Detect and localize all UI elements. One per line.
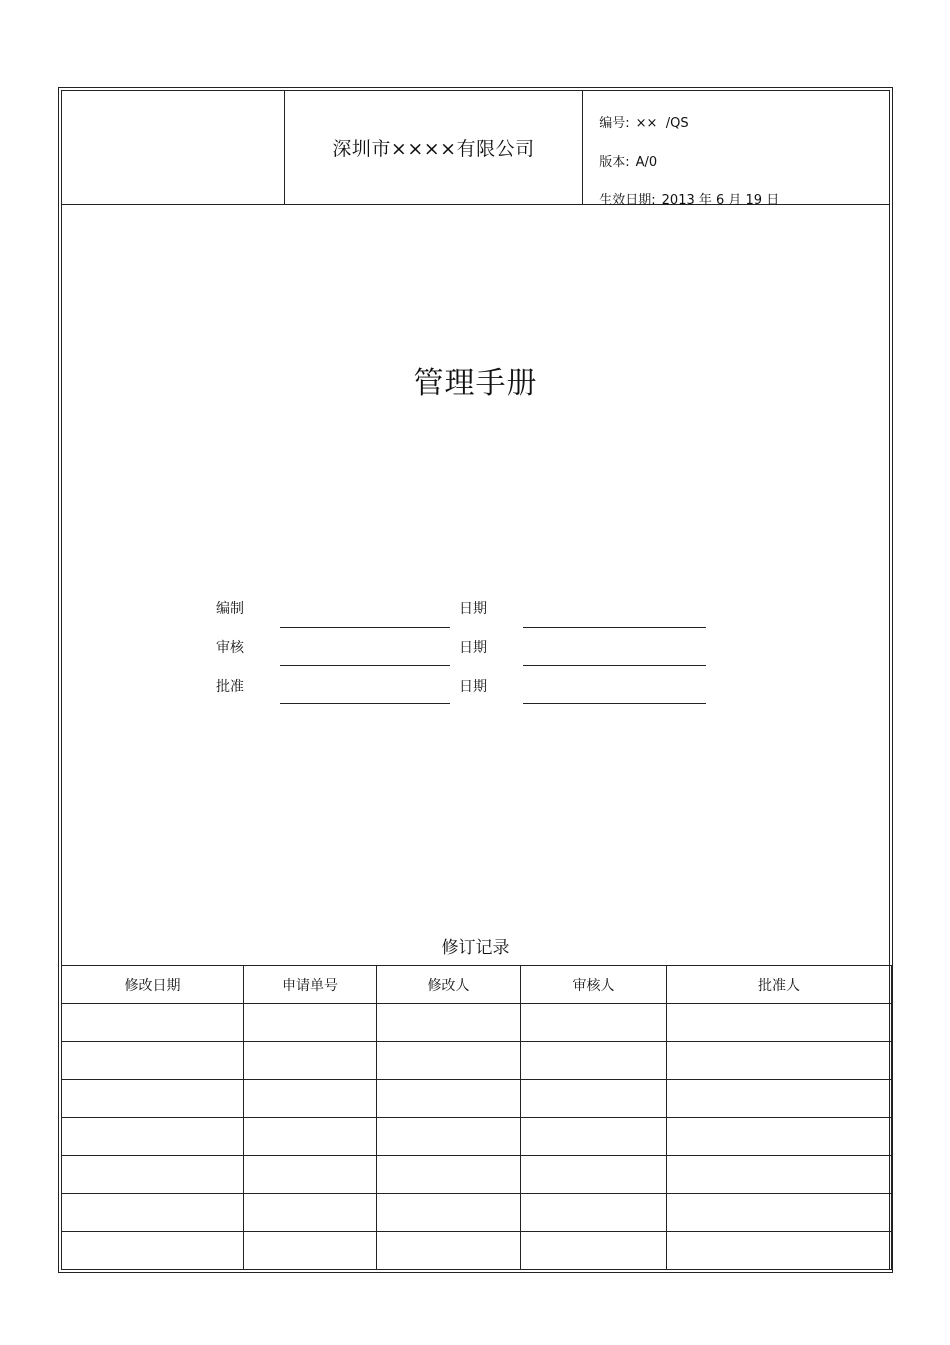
- table-cell[interactable]: [377, 1042, 521, 1080]
- col-header-request-no: 申请单号: [244, 966, 377, 1004]
- table-cell[interactable]: [521, 1194, 667, 1232]
- signoff-reviewed-date-label: 日期: [459, 640, 487, 656]
- header-divider-right: [582, 90, 583, 204]
- table-row: [62, 1004, 892, 1042]
- table-cell[interactable]: [377, 1080, 521, 1118]
- revision-body: [62, 1004, 892, 1270]
- table-cell[interactable]: [667, 1042, 892, 1080]
- doc-code-value: ×× /QS: [635, 116, 689, 131]
- table-row: [62, 1080, 892, 1118]
- table-cell[interactable]: [667, 1194, 892, 1232]
- signoff-approved-line[interactable]: [280, 703, 450, 704]
- table-cell[interactable]: [667, 1004, 892, 1042]
- table-row: [62, 1118, 892, 1156]
- table-cell[interactable]: [62, 1080, 244, 1118]
- table-cell[interactable]: [521, 1156, 667, 1194]
- table-cell[interactable]: [667, 1156, 892, 1194]
- table-cell[interactable]: [244, 1194, 377, 1232]
- table-cell[interactable]: [521, 1042, 667, 1080]
- table-row: [62, 1194, 892, 1232]
- table-cell[interactable]: [62, 1004, 244, 1042]
- signoff-reviewed-label: 审核: [216, 640, 244, 656]
- table-cell[interactable]: [377, 1232, 521, 1270]
- col-header-approver: 批准人: [667, 966, 892, 1004]
- table-cell[interactable]: [377, 1118, 521, 1156]
- company-name: 深圳市××××有限公司: [332, 137, 535, 160]
- col-header-modify-date: 修改日期: [62, 966, 244, 1004]
- signoff-prepared-date-line[interactable]: [523, 627, 706, 628]
- doc-effective-label: 生效日期:: [599, 193, 656, 208]
- table-cell[interactable]: [521, 1232, 667, 1270]
- doc-code-label: 编号:: [599, 116, 630, 131]
- signoff-prepared-label: 编制: [216, 601, 244, 617]
- table-cell[interactable]: [244, 1232, 377, 1270]
- signoff-reviewed-date-line[interactable]: [523, 665, 706, 666]
- signoff-reviewed-line[interactable]: [280, 665, 450, 666]
- doc-code-row: [591, 97, 689, 131]
- table-row: [62, 1232, 892, 1270]
- table-cell[interactable]: [667, 1232, 892, 1270]
- table-cell[interactable]: [62, 1194, 244, 1232]
- revision-record-title: 修订记录: [441, 938, 510, 958]
- table-cell[interactable]: [62, 1118, 244, 1156]
- table-cell[interactable]: [521, 1080, 667, 1118]
- doc-version-value: A/0: [635, 155, 658, 170]
- revision-table: [61, 965, 892, 1270]
- table-row: [62, 1156, 892, 1194]
- table-cell[interactable]: [667, 1080, 892, 1118]
- doc-effective-value: 2013 年 6 月 19 日: [661, 193, 780, 208]
- table-cell[interactable]: [62, 1232, 244, 1270]
- table-cell[interactable]: [521, 1118, 667, 1156]
- col-header-reviewer: 审核人: [521, 966, 667, 1004]
- table-cell[interactable]: [377, 1194, 521, 1232]
- doc-version-row: [591, 136, 657, 170]
- table-cell[interactable]: [244, 1118, 377, 1156]
- table-cell[interactable]: [377, 1156, 521, 1194]
- signoff-approved-date-label: 日期: [459, 679, 487, 695]
- table-cell[interactable]: [377, 1004, 521, 1042]
- signoff-approved-date-line[interactable]: [523, 703, 706, 704]
- revision-header-row: [62, 966, 892, 1004]
- col-header-modifier: 修改人: [377, 966, 521, 1004]
- table-cell[interactable]: [62, 1156, 244, 1194]
- table-cell[interactable]: [244, 1156, 377, 1194]
- table-cell[interactable]: [521, 1004, 667, 1042]
- table-cell[interactable]: [244, 1004, 377, 1042]
- doc-version-label: 版本:: [599, 155, 630, 170]
- table-cell[interactable]: [244, 1042, 377, 1080]
- doc-effective-row: [591, 174, 779, 208]
- table-cell[interactable]: [62, 1042, 244, 1080]
- signoff-prepared-line[interactable]: [280, 627, 450, 628]
- signoff-prepared-date-label: 日期: [459, 601, 487, 617]
- table-row: [62, 1042, 892, 1080]
- table-cell[interactable]: [667, 1118, 892, 1156]
- table-cell[interactable]: [244, 1080, 377, 1118]
- signoff-approved-label: 批准: [216, 679, 244, 695]
- document-title: 管理手册: [413, 366, 538, 401]
